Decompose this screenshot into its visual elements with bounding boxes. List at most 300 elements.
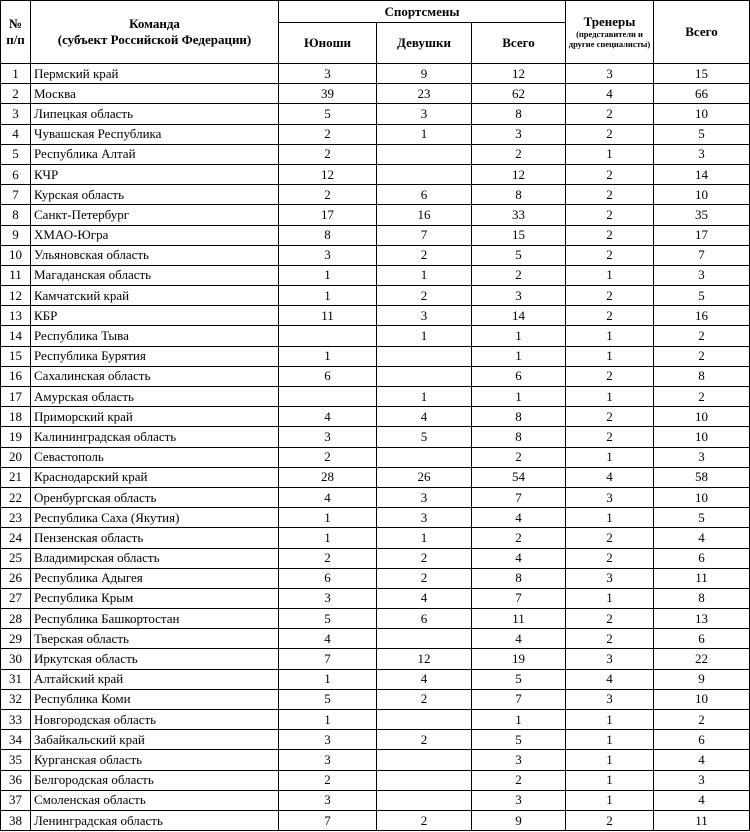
row-boys: 1 [279,669,377,689]
row-boys: 4 [279,487,377,507]
row-grand-total: 5 [654,124,750,144]
row-num: 2 [1,84,31,104]
row-grand-total: 8 [654,588,750,608]
row-girls: 9 [377,64,472,84]
header-coaches [566,1,654,64]
row-coaches: 4 [566,84,654,104]
row-boys: 3 [279,245,377,265]
row-girls [377,770,472,790]
row-team: Республика Алтай [31,144,279,164]
row-athletes-total: 1 [472,346,566,366]
table-row [1,588,750,608]
row-team: Курганская область [31,750,279,770]
row-team: Санкт-Петербург [31,205,279,225]
row-grand-total: 3 [654,447,750,467]
row-grand-total: 3 [654,144,750,164]
row-athletes-total: 8 [472,568,566,588]
row-team: Москва [31,84,279,104]
row-coaches: 1 [566,387,654,407]
row-athletes-total: 8 [472,104,566,124]
row-grand-total: 16 [654,306,750,326]
row-num: 33 [1,710,31,730]
row-girls: 1 [377,528,472,548]
row-coaches: 2 [566,427,654,447]
row-grand-total: 6 [654,629,750,649]
row-num: 4 [1,124,31,144]
row-boys: 4 [279,629,377,649]
row-num: 9 [1,225,31,245]
row-boys: 3 [279,588,377,608]
row-grand-total: 2 [654,326,750,346]
row-athletes-total: 11 [472,609,566,629]
row-coaches: 2 [566,810,654,830]
row-grand-total: 15 [654,64,750,84]
row-athletes-total: 5 [472,730,566,750]
row-grand-total: 10 [654,689,750,709]
row-girls [377,447,472,467]
row-grand-total: 3 [654,265,750,285]
row-girls: 3 [377,487,472,507]
header-team-line1: Команда [129,16,180,31]
row-coaches: 4 [566,669,654,689]
row-num: 13 [1,306,31,326]
table-row [1,306,750,326]
table-row [1,750,750,770]
table-row [1,467,750,487]
table-row [1,185,750,205]
row-num: 14 [1,326,31,346]
header-athletes-total: Всего [472,23,566,64]
row-num: 27 [1,588,31,608]
row-girls [377,710,472,730]
header-coaches-sub: (представители и другие специалисты) [568,29,651,49]
row-girls: 1 [377,387,472,407]
row-athletes-total: 2 [472,770,566,790]
row-num: 25 [1,548,31,568]
header-team-line2: (субъект Российской Федерации) [57,32,252,47]
header-coaches-title: Тренеры [583,14,636,29]
table-row [1,205,750,225]
row-girls: 1 [377,124,472,144]
row-girls [377,144,472,164]
row-athletes-total: 15 [472,225,566,245]
row-coaches: 2 [566,366,654,386]
row-athletes-total: 14 [472,306,566,326]
row-team: Сахалинская область [31,366,279,386]
table-row [1,64,750,84]
table-row [1,629,750,649]
row-boys: 7 [279,810,377,830]
row-athletes-total: 2 [472,528,566,548]
header-num [1,1,31,64]
row-coaches: 3 [566,64,654,84]
row-team: Республика Тыва [31,326,279,346]
row-grand-total: 8 [654,366,750,386]
row-num: 32 [1,689,31,709]
table-row [1,366,750,386]
row-num: 38 [1,810,31,830]
row-num: 11 [1,265,31,285]
row-athletes-total: 3 [472,124,566,144]
row-team: Республика Крым [31,588,279,608]
row-grand-total: 14 [654,164,750,184]
row-team: Белгородская область [31,770,279,790]
row-team: Иркутская область [31,649,279,669]
row-team: Республика Башкортостан [31,609,279,629]
row-athletes-total: 62 [472,84,566,104]
row-num: 20 [1,447,31,467]
row-team: Владимирская область [31,548,279,568]
row-coaches: 2 [566,286,654,306]
row-boys: 1 [279,528,377,548]
table-row [1,265,750,285]
row-grand-total: 9 [654,669,750,689]
table-row [1,568,750,588]
table-row [1,689,750,709]
row-team: Амурская область [31,387,279,407]
header-num-text: № п/п [6,16,25,47]
row-girls: 2 [377,548,472,568]
row-num: 6 [1,164,31,184]
row-coaches: 2 [566,609,654,629]
row-boys [279,387,377,407]
row-coaches: 2 [566,104,654,124]
row-boys: 3 [279,427,377,447]
row-num: 10 [1,245,31,265]
row-team: Тверская область [31,629,279,649]
row-boys: 3 [279,64,377,84]
row-team: Пензенская область [31,528,279,548]
row-team: КБР [31,306,279,326]
row-girls: 2 [377,286,472,306]
row-grand-total: 2 [654,387,750,407]
table-row [1,124,750,144]
row-grand-total: 4 [654,790,750,810]
row-team: Оренбургская область [31,487,279,507]
table-row [1,487,750,507]
row-grand-total: 7 [654,245,750,265]
table-row [1,326,750,346]
table-row [1,387,750,407]
row-team: Новгородская область [31,710,279,730]
row-boys: 2 [279,144,377,164]
row-grand-total: 58 [654,467,750,487]
row-girls: 4 [377,669,472,689]
row-athletes-total: 3 [472,790,566,810]
row-num: 5 [1,144,31,164]
row-coaches: 1 [566,770,654,790]
row-girls: 2 [377,689,472,709]
row-num: 16 [1,366,31,386]
table-row [1,508,750,528]
row-team: Забайкальский край [31,730,279,750]
row-team: Приморский край [31,407,279,427]
row-grand-total: 13 [654,609,750,629]
row-num: 12 [1,286,31,306]
row-girls: 26 [377,467,472,487]
row-boys: 17 [279,205,377,225]
row-boys: 3 [279,790,377,810]
row-coaches: 2 [566,407,654,427]
row-athletes-total: 7 [472,588,566,608]
row-coaches: 2 [566,185,654,205]
row-coaches: 1 [566,790,654,810]
row-girls: 2 [377,810,472,830]
row-team: Республика Саха (Якутия) [31,508,279,528]
row-girls: 4 [377,588,472,608]
row-coaches: 1 [566,326,654,346]
row-coaches: 2 [566,124,654,144]
table-row [1,225,750,245]
row-athletes-total: 4 [472,548,566,568]
row-num: 28 [1,609,31,629]
row-coaches: 2 [566,245,654,265]
row-boys: 6 [279,568,377,588]
row-boys: 7 [279,649,377,669]
row-num: 22 [1,487,31,507]
row-grand-total: 22 [654,649,750,669]
row-coaches: 1 [566,710,654,730]
row-num: 21 [1,467,31,487]
row-num: 29 [1,629,31,649]
row-team: Алтайский край [31,669,279,689]
row-girls [377,164,472,184]
row-athletes-total: 2 [472,447,566,467]
table-row [1,528,750,548]
row-boys: 2 [279,770,377,790]
table-header [1,1,750,64]
row-girls: 7 [377,225,472,245]
table-row [1,144,750,164]
row-athletes-total: 54 [472,467,566,487]
row-boys: 4 [279,407,377,427]
row-num: 34 [1,730,31,750]
row-boys: 1 [279,710,377,730]
row-num: 18 [1,407,31,427]
row-athletes-total: 8 [472,407,566,427]
row-grand-total: 10 [654,185,750,205]
row-girls: 4 [377,407,472,427]
row-athletes-total: 3 [472,286,566,306]
row-girls: 1 [377,326,472,346]
row-grand-total: 10 [654,104,750,124]
row-boys: 5 [279,609,377,629]
row-coaches: 1 [566,346,654,366]
row-grand-total: 4 [654,528,750,548]
table-row [1,84,750,104]
row-boys: 6 [279,366,377,386]
table-row [1,104,750,124]
row-coaches: 3 [566,568,654,588]
row-athletes-total: 12 [472,164,566,184]
row-grand-total: 10 [654,427,750,447]
row-num: 1 [1,64,31,84]
row-girls: 3 [377,508,472,528]
table-row [1,770,750,790]
row-team: Курская область [31,185,279,205]
table-row [1,649,750,669]
row-boys: 1 [279,286,377,306]
row-girls: 16 [377,205,472,225]
row-grand-total: 6 [654,548,750,568]
row-grand-total: 4 [654,750,750,770]
row-coaches: 2 [566,205,654,225]
row-boys: 2 [279,185,377,205]
row-num: 30 [1,649,31,669]
row-coaches: 2 [566,629,654,649]
table-row [1,407,750,427]
row-girls [377,790,472,810]
row-team: Магаданская область [31,265,279,285]
row-grand-total: 10 [654,487,750,507]
row-team: Ленинградская область [31,810,279,830]
row-girls: 2 [377,245,472,265]
row-boys: 12 [279,164,377,184]
row-athletes-total: 2 [472,144,566,164]
row-girls [377,366,472,386]
row-coaches: 3 [566,649,654,669]
row-athletes-total: 12 [472,64,566,84]
row-num: 15 [1,346,31,366]
row-boys: 1 [279,508,377,528]
row-boys: 2 [279,124,377,144]
row-athletes-total: 6 [472,366,566,386]
row-num: 24 [1,528,31,548]
row-athletes-total: 5 [472,669,566,689]
row-grand-total: 10 [654,407,750,427]
row-girls: 23 [377,84,472,104]
row-team: Липецкая область [31,104,279,124]
row-coaches: 1 [566,265,654,285]
row-team: Камчатский край [31,286,279,306]
row-grand-total: 3 [654,770,750,790]
row-coaches: 1 [566,730,654,750]
row-coaches: 3 [566,689,654,709]
row-num: 26 [1,568,31,588]
row-num: 31 [1,669,31,689]
row-athletes-total: 8 [472,427,566,447]
row-num: 35 [1,750,31,770]
table-row [1,790,750,810]
row-boys: 5 [279,689,377,709]
row-boys: 3 [279,750,377,770]
row-team: ХМАО-Югра [31,225,279,245]
row-grand-total: 6 [654,730,750,750]
table-row [1,669,750,689]
row-coaches: 2 [566,164,654,184]
row-boys: 5 [279,104,377,124]
row-athletes-total: 4 [472,508,566,528]
row-girls [377,346,472,366]
row-coaches: 3 [566,487,654,507]
row-athletes-total: 1 [472,326,566,346]
header-girls: Девушки [377,23,472,64]
table-row [1,427,750,447]
row-num: 17 [1,387,31,407]
row-athletes-total: 3 [472,750,566,770]
table-row [1,346,750,366]
row-team: Калининградская область [31,427,279,447]
header-grand-total: Всего [654,1,750,64]
row-girls: 5 [377,427,472,447]
row-boys: 28 [279,467,377,487]
row-grand-total: 2 [654,346,750,366]
row-athletes-total: 2 [472,265,566,285]
row-boys: 2 [279,548,377,568]
table-body [1,64,750,831]
row-athletes-total: 33 [472,205,566,225]
row-num: 37 [1,790,31,810]
row-girls [377,750,472,770]
row-boys: 11 [279,306,377,326]
row-coaches: 2 [566,306,654,326]
row-team: Чувашская Республика [31,124,279,144]
row-girls: 3 [377,104,472,124]
row-team: Краснодарский край [31,467,279,487]
row-boys: 1 [279,346,377,366]
row-grand-total: 17 [654,225,750,245]
row-num: 36 [1,770,31,790]
row-team: Республика Бурятия [31,346,279,366]
table-row [1,710,750,730]
row-grand-total: 5 [654,508,750,528]
row-coaches: 2 [566,548,654,568]
table-row [1,548,750,568]
row-athletes-total: 8 [472,185,566,205]
row-grand-total: 66 [654,84,750,104]
row-grand-total: 35 [654,205,750,225]
row-girls [377,629,472,649]
row-grand-total: 11 [654,568,750,588]
row-boys: 3 [279,730,377,750]
table-row [1,730,750,750]
row-num: 7 [1,185,31,205]
row-boys: 1 [279,265,377,285]
row-girls: 12 [377,649,472,669]
row-coaches: 4 [566,467,654,487]
row-team: Республика Коми [31,689,279,709]
row-boys: 2 [279,447,377,467]
row-athletes-total: 7 [472,487,566,507]
row-team: Смоленская область [31,790,279,810]
row-team: Севастополь [31,447,279,467]
table-row [1,164,750,184]
row-coaches: 1 [566,588,654,608]
row-team: Республика Адыгея [31,568,279,588]
row-boys: 8 [279,225,377,245]
row-team: Ульяновская область [31,245,279,265]
header-boys: Юноши [279,23,377,64]
table-row [1,609,750,629]
row-num: 3 [1,104,31,124]
table-row [1,447,750,467]
row-athletes-total: 1 [472,710,566,730]
row-grand-total: 2 [654,710,750,730]
row-girls: 2 [377,568,472,588]
row-girls: 6 [377,185,472,205]
row-coaches: 1 [566,750,654,770]
row-team: КЧР [31,164,279,184]
row-athletes-total: 19 [472,649,566,669]
row-coaches: 1 [566,447,654,467]
row-athletes-total: 1 [472,387,566,407]
row-girls: 6 [377,609,472,629]
row-boys [279,326,377,346]
row-athletes-total: 5 [472,245,566,265]
table-row [1,286,750,306]
header-athletes: Спортсмены [279,1,566,23]
row-num: 8 [1,205,31,225]
